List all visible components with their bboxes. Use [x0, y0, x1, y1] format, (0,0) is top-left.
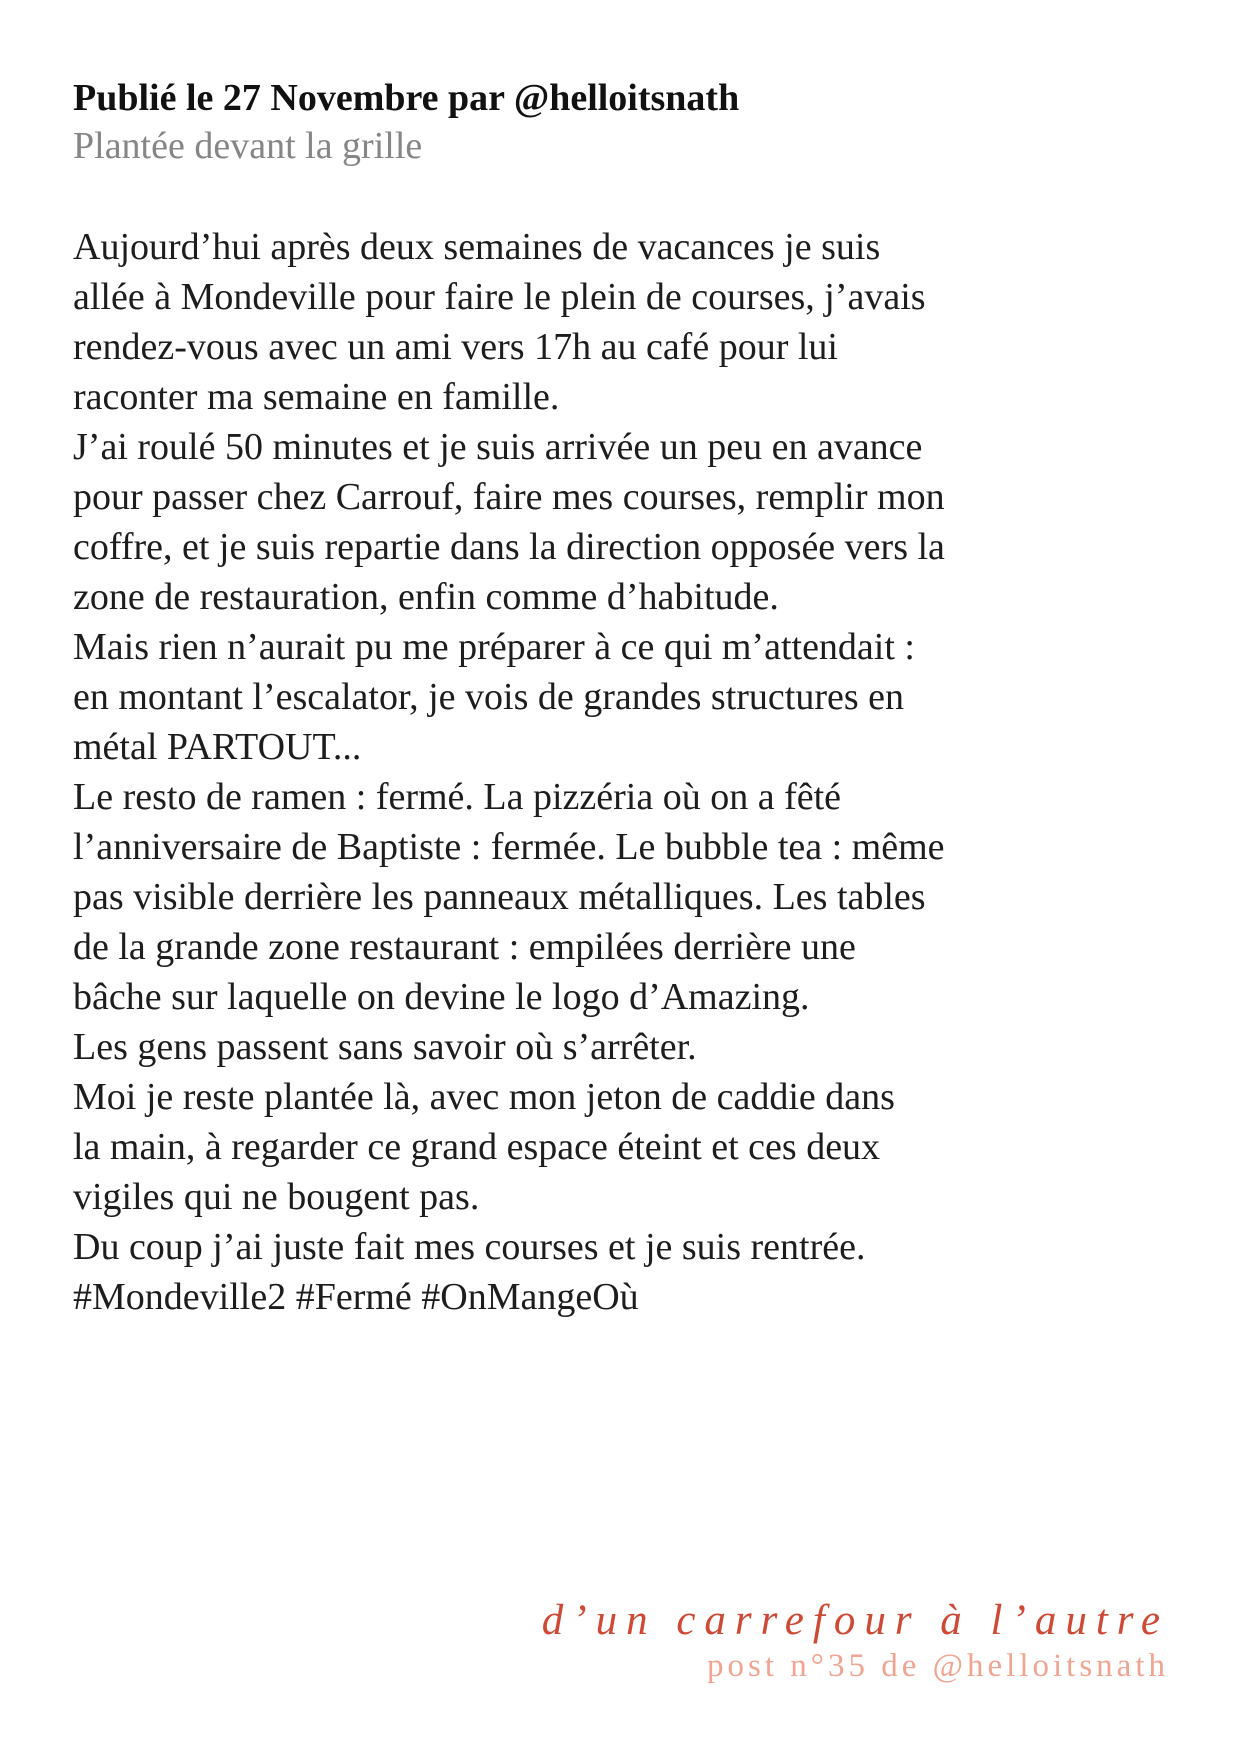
body-line: coffre, et je suis repartie dans la direction opposée vers la: [73, 526, 945, 568]
body-line: de la grande zone restaurant : empilées derrière une: [73, 926, 856, 968]
body-line: Les gens passent sans savoir où s’arrêter.: [73, 1026, 697, 1068]
blog-title: d’un carrefour à l’autre: [541, 1597, 1169, 1644]
body-line: Du coup j’ai juste fait mes courses et je suis rentrée.: [73, 1226, 866, 1268]
body-line: pour passer chez Carrouf, faire mes courses, remplir mon: [73, 476, 945, 518]
post-header: [73, 74, 1180, 170]
blog-footer: [542, 1596, 1169, 1686]
body-line: pas visible derrière les panneaux métalliques. Les tables: [73, 876, 926, 918]
body-line: Aujourd’hui après deux semaines de vacances je suis: [73, 226, 881, 268]
body-line: la main, à regarder ce grand espace éteint et ces deux: [73, 1126, 881, 1168]
post-number: post n°35 de @helloitsnath: [707, 1648, 1169, 1684]
post-subtitle: Plantée devant la grille: [73, 125, 423, 167]
body-line: allée à Mondeville pour faire le plein de courses, j’avais: [73, 276, 926, 318]
post-body: [73, 222, 1173, 1322]
body-line: rendez-vous avec un ami vers 17h au café pour lui: [73, 326, 838, 368]
body-line: en montant l’escalator, je vois de grandes structures en: [73, 676, 905, 718]
body-line: J’ai roulé 50 minutes et je suis arrivée un peu en avance: [73, 426, 923, 468]
body-line: bâche sur laquelle on devine le logo d’Amazing.: [73, 976, 810, 1018]
body-line: Mais rien n’aurait pu me préparer à ce qui m’attendait :: [73, 626, 915, 668]
body-line: vigiles qui ne bougent pas.: [73, 1176, 480, 1218]
body-line: métal PARTOUT...: [73, 726, 362, 768]
body-line: l’anniversaire de Baptiste : fermée. Le bubble tea : même: [73, 826, 945, 868]
body-line: raconter ma semaine en famille.: [73, 376, 560, 418]
post-title: Publié le 27 Novembre par @helloitsnath: [73, 77, 740, 119]
body-line: Le resto de ramen : fermé. La pizzéria où on a fêté: [73, 776, 842, 818]
hashtags-line: #Mondeville2 #Fermé #OnMangeOù: [73, 1276, 639, 1318]
body-line: Moi je reste plantée là, avec mon jeton de caddie dans: [73, 1076, 895, 1118]
body-line: zone de restauration, enfin comme d’habitude.: [73, 576, 779, 618]
